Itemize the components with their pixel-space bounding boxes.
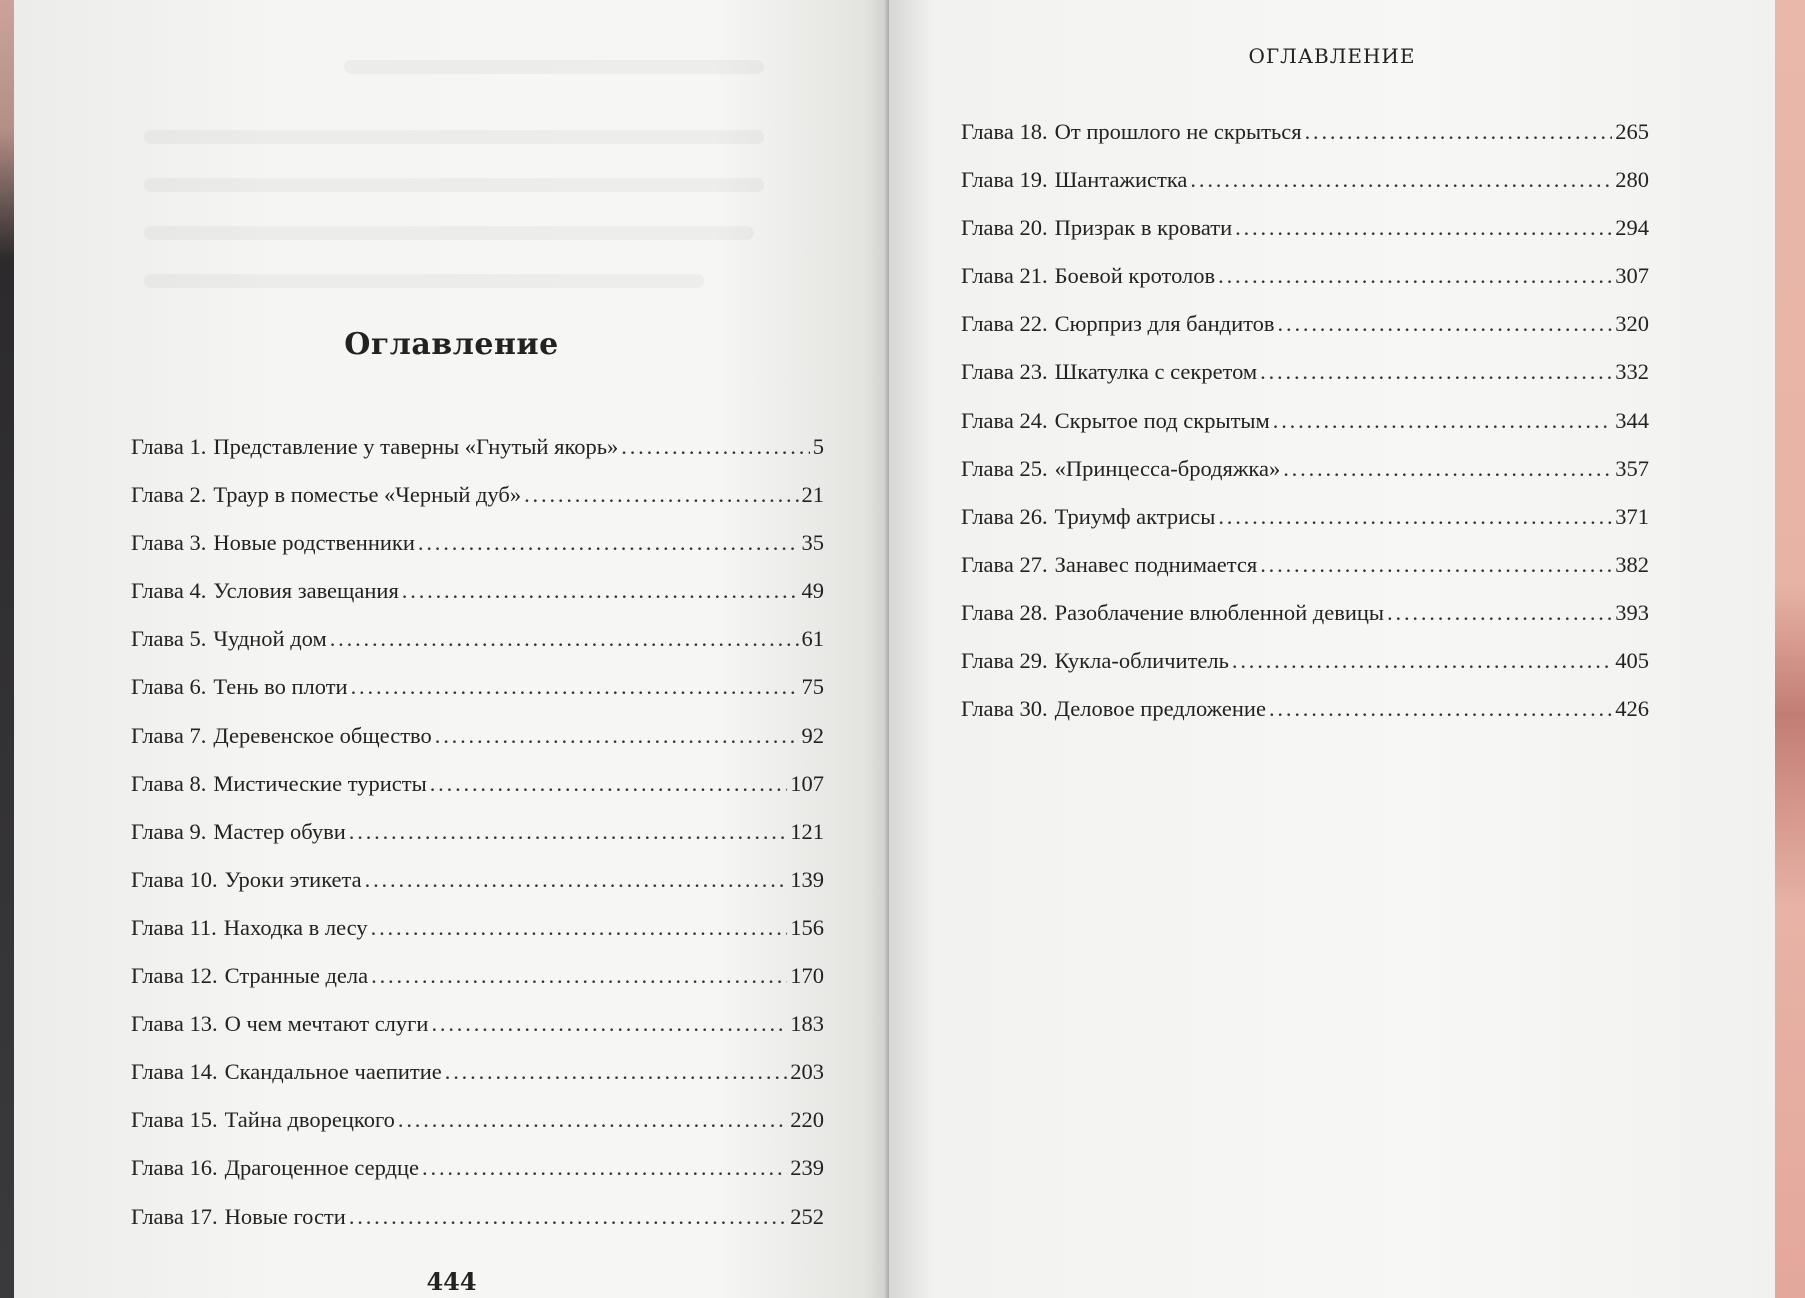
toc-entry	[131, 904, 824, 952]
dot-leader	[365, 856, 788, 904]
dot-leader	[1305, 108, 1613, 156]
dot-leader	[1232, 637, 1612, 685]
chapter-label: Глава 23.	[961, 359, 1048, 385]
chapter-title: Находка в лесу	[223, 914, 368, 940]
dot-leader	[418, 519, 799, 567]
bleed-through-text	[144, 130, 764, 144]
chapter-label: Глава 20.	[961, 215, 1048, 241]
chapter-label: Глава 3.	[131, 530, 207, 556]
dot-leader	[402, 567, 799, 615]
chapter-label: Глава 13.	[131, 1011, 218, 1037]
toc-entry	[131, 1000, 824, 1048]
dot-leader	[351, 663, 799, 711]
dot-leader	[1218, 493, 1612, 541]
toc-entry	[961, 300, 1649, 348]
page-ref: 203	[790, 1059, 824, 1085]
background-right	[1775, 0, 1805, 1298]
chapter-title: Сюрприз для бандитов	[1054, 311, 1275, 337]
chapter-label: Глава 15.	[131, 1107, 218, 1133]
toc-entry	[131, 1048, 824, 1096]
dot-leader	[430, 760, 788, 808]
dot-leader	[1387, 589, 1612, 637]
page-ref: 107	[790, 770, 824, 796]
bleed-through-text	[144, 226, 754, 240]
page-ref: 61	[801, 626, 824, 652]
toc-entry	[131, 1096, 824, 1144]
toc-entry	[131, 712, 824, 760]
toc-entry	[131, 471, 824, 519]
bleed-through-text	[144, 274, 704, 288]
chapter-label: Глава 4.	[131, 578, 207, 604]
toc-entry	[961, 204, 1649, 252]
page-ref: 5	[812, 434, 824, 459]
dot-leader	[445, 1048, 787, 1096]
chapter-title: Боевой кротолов	[1054, 263, 1216, 289]
chapter-label: Глава 8.	[131, 770, 207, 796]
toc-entry	[961, 541, 1649, 589]
toc-entry	[961, 637, 1649, 685]
dot-leader	[1269, 685, 1612, 733]
page-ref: 139	[790, 866, 824, 892]
page-ref: 393	[1615, 599, 1649, 625]
chapter-title: От прошлого не скрыться	[1054, 119, 1302, 144]
chapter-label: Глава 12.	[131, 963, 218, 989]
page-ref: 156	[790, 914, 824, 940]
toc-entry	[131, 952, 824, 1000]
toc-list-left	[131, 423, 824, 1241]
chapter-title: Призрак в кровати	[1054, 215, 1233, 241]
chapter-label: Глава 30.	[961, 696, 1048, 722]
dot-leader	[1260, 541, 1612, 589]
dot-leader	[349, 808, 787, 856]
chapter-label: Глава 22.	[961, 311, 1048, 337]
chapter-title: Драгоценное сердце	[224, 1155, 420, 1181]
dot-leader	[1218, 252, 1612, 300]
chapter-title: О чем мечтают слуги	[224, 1011, 429, 1037]
chapter-label: Глава 7.	[131, 722, 207, 748]
page-ref: 49	[801, 578, 824, 604]
chapter-title: Деревенское общество	[213, 722, 432, 748]
dot-leader	[524, 471, 798, 519]
dot-leader	[1190, 156, 1612, 204]
chapter-title: Новые родственники	[213, 530, 415, 556]
chapter-title: Траур в поместье «Черный дуб»	[213, 482, 522, 508]
bleed-through-text	[344, 60, 764, 74]
page-ref: 280	[1615, 167, 1649, 193]
toc-entry	[961, 252, 1649, 300]
dot-leader	[330, 615, 799, 663]
dot-leader	[1278, 300, 1613, 348]
toc-entry	[131, 423, 824, 471]
chapter-title: Мастер обуви	[213, 818, 346, 844]
chapter-label: Глава 27.	[961, 551, 1048, 577]
dot-leader	[1273, 397, 1612, 445]
dot-leader	[349, 1193, 787, 1241]
dot-leader	[1235, 204, 1612, 252]
page-ref: 21	[801, 482, 824, 508]
chapter-label: Глава 25.	[961, 455, 1048, 481]
toc-entry	[961, 108, 1649, 156]
dot-leader	[1260, 348, 1612, 396]
chapter-label: Глава 10.	[131, 866, 218, 892]
chapter-title: Разоблачение влюбленной девицы	[1054, 599, 1385, 625]
page-ref: 265	[1615, 119, 1649, 144]
page-ref: 121	[790, 818, 824, 844]
page-ref: 307	[1615, 263, 1649, 289]
chapter-label: Глава 16.	[131, 1155, 218, 1181]
dot-leader	[398, 1096, 787, 1144]
dot-leader	[621, 423, 810, 471]
page-ref: 294	[1615, 215, 1649, 241]
toc-entry	[961, 589, 1649, 637]
chapter-title: Странные дела	[224, 963, 369, 989]
toc-entry	[131, 615, 824, 663]
chapter-label: Глава 18.	[961, 119, 1048, 144]
dot-leader	[431, 1000, 787, 1048]
chapter-title: Кукла-обличитель	[1054, 648, 1229, 674]
page-number: 444	[426, 1267, 477, 1296]
running-header: ОГЛАВЛЕНИЕ	[1248, 44, 1416, 68]
chapter-title: Тень во плоти	[213, 674, 348, 700]
toc-entry	[961, 685, 1649, 733]
right-page	[889, 0, 1775, 1298]
toc-entry	[131, 1144, 824, 1192]
chapter-title: Мистические туристы	[213, 770, 427, 796]
chapter-title: Шкатулка с секретом	[1054, 359, 1258, 385]
toc-entry	[961, 493, 1649, 541]
chapter-title: Деловое предложение	[1054, 696, 1266, 722]
chapter-title: Скрытое под скрытым	[1054, 407, 1270, 433]
toc-entry	[131, 760, 824, 808]
page-ref: 344	[1615, 407, 1649, 433]
page-ref: 35	[801, 530, 824, 556]
dot-leader	[371, 904, 788, 952]
chapter-title: Шантажистка	[1054, 167, 1188, 193]
dot-leader	[1283, 445, 1612, 493]
chapter-title: Тайна дворецкого	[224, 1107, 395, 1133]
chapter-label: Глава 19.	[961, 167, 1048, 193]
chapter-title: Триумф актрисы	[1054, 503, 1216, 529]
background-left	[0, 0, 14, 1298]
chapter-label: Глава 11.	[131, 914, 217, 940]
chapter-label: Глава 2.	[131, 482, 207, 508]
chapter-title: Условия завещания	[213, 578, 399, 604]
chapter-title: «Принцесса-бродяжка»	[1054, 455, 1281, 481]
chapter-label: Глава 17.	[131, 1203, 218, 1229]
page-ref: 239	[790, 1155, 824, 1181]
toc-entry	[131, 1193, 824, 1241]
toc-entry	[131, 808, 824, 856]
page-ref: 357	[1615, 455, 1649, 481]
page-ref: 382	[1615, 551, 1649, 577]
chapter-label: Глава 29.	[961, 648, 1048, 674]
page-ref: 220	[790, 1107, 824, 1133]
chapter-label: Глава 24.	[961, 407, 1048, 433]
chapter-label: Глава 26.	[961, 503, 1048, 529]
page-ref: 426	[1615, 696, 1649, 722]
toc-entry	[961, 348, 1649, 396]
toc-list-right	[961, 108, 1649, 733]
bleed-through-text	[144, 178, 764, 192]
chapter-title: Представление у таверны «Гнутый якорь»	[213, 434, 619, 459]
dot-leader	[422, 1144, 787, 1192]
toc-entry	[131, 856, 824, 904]
chapter-label: Глава 21.	[961, 263, 1048, 289]
chapter-title: Чудной дом	[213, 626, 327, 652]
chapter-title: Скандальное чаепитие	[224, 1059, 442, 1085]
page-ref: 332	[1615, 359, 1649, 385]
chapter-title: Новые гости	[224, 1203, 346, 1229]
page-ref: 170	[790, 963, 824, 989]
toc-entry	[131, 663, 824, 711]
chapter-label: Глава 28.	[961, 599, 1048, 625]
chapter-label: Глава 9.	[131, 818, 207, 844]
page-ref: 252	[790, 1203, 824, 1229]
chapter-label: Глава 6.	[131, 674, 207, 700]
dot-leader	[435, 712, 799, 760]
page-ref: 75	[801, 674, 824, 700]
toc-entry	[131, 567, 824, 615]
page-title: Оглавление	[344, 327, 559, 362]
left-page	[14, 0, 889, 1298]
page-ref: 92	[801, 722, 824, 748]
chapter-label: Глава 14.	[131, 1059, 218, 1085]
page-ref: 320	[1615, 311, 1649, 337]
toc-entry	[131, 519, 824, 567]
chapter-label: Глава 5.	[131, 626, 207, 652]
page-ref: 405	[1615, 648, 1649, 674]
page-ref: 183	[790, 1011, 824, 1037]
chapter-title: Занавес поднимается	[1054, 551, 1258, 577]
page-ref: 371	[1615, 503, 1649, 529]
toc-entry	[961, 397, 1649, 445]
dot-leader	[371, 952, 787, 1000]
toc-entry	[961, 445, 1649, 493]
chapter-label: Глава 1.	[131, 434, 207, 459]
toc-entry	[961, 156, 1649, 204]
chapter-title: Уроки этикета	[224, 866, 362, 892]
